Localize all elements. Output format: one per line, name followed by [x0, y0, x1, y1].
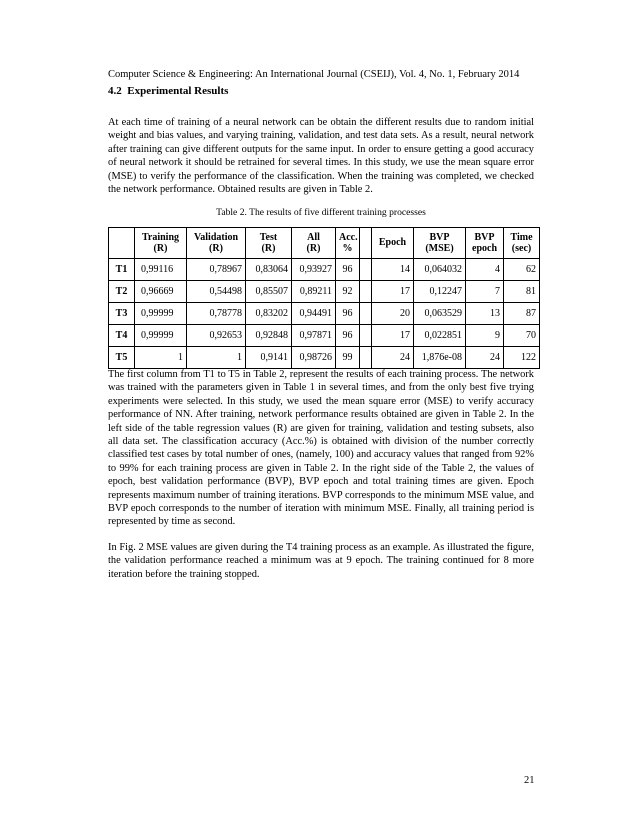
cell-test: 0,83202: [246, 303, 292, 325]
header-training-unit: (R): [153, 243, 168, 254]
table-row-t2: [109, 281, 540, 303]
cell-separator: [360, 259, 372, 281]
header-time: [504, 228, 540, 259]
header-bvp-epoch-label: BVP: [474, 231, 495, 243]
cell-separator: [360, 325, 372, 347]
row-label: T2: [109, 281, 135, 303]
cell-bvp-epoch: 24: [466, 347, 504, 369]
cell-bvp: 0,022851: [414, 325, 466, 347]
cell-acc: 96: [336, 325, 360, 347]
header-all-label: All: [307, 231, 320, 243]
header-all: [292, 228, 336, 259]
header-separator: [360, 228, 372, 259]
header-validation-label: Validation: [193, 231, 239, 243]
header-acc-label: Acc.: [339, 231, 358, 243]
cell-time: 87: [504, 303, 540, 325]
cell-training: 0,96669: [135, 281, 187, 303]
cell-acc: 96: [336, 303, 360, 325]
row-label: T4: [109, 325, 135, 347]
cell-validation: 0,92653: [187, 325, 246, 347]
paragraph-table-discussion: The first column from T1 to T5 in Table 2, represent the results of each training process. The network was trained with the parameters given in Table 1 in several times, and from the only best five trying experiments were selected. In this study, we used the mean square error (MSE) to verify accuracy performance of NN. After training, network performance results obtained are given in Table 2. In the left side of the table regression values (R) are given for training, validation and testing subsets, also all data set. The classification accuracy (Acc.%) is obtained with division of the number correctly classified test cases by total number of ones, (namely, 100) and accuracy values that ranged from 92% to 99% for each training process are given in Table 2. In the right side of the Table 2, the values of epoch, best validation performance (BVP), BVP epoch and total training times are given. Epoch represents maximum number of training iterations. BVP corresponds to the minimum MSE value, and BVP epoch corresponds to the number of iteration with minimum MSE. Finally, all training period is represented by time as second.: [108, 369, 534, 528]
cell-acc: 96: [336, 259, 360, 281]
cell-bvp-epoch: 7: [466, 281, 504, 303]
cell-separator: [360, 303, 372, 325]
row-label: T5: [109, 347, 135, 369]
header-test: [246, 228, 292, 259]
cell-all: 0,93927: [292, 259, 336, 281]
table-row-t4: [109, 325, 540, 347]
cell-time: 70: [504, 325, 540, 347]
header-all-unit: (R): [306, 243, 321, 254]
cell-all: 0,97871: [292, 325, 336, 347]
header-bvp-epoch-unit: epoch: [472, 243, 497, 254]
header-time-label: Time: [510, 231, 533, 243]
header-time-unit: (sec): [511, 243, 532, 254]
cell-bvp: 1,876e-08: [414, 347, 466, 369]
header-validation-unit: (R): [209, 243, 223, 254]
section-title: Experimental Results: [127, 85, 229, 97]
header-validation: [187, 228, 246, 259]
section-number: 4.2: [108, 85, 122, 97]
cell-validation: 0,54498: [187, 281, 246, 303]
paragraph-intro: At each time of training of a neural network can be obtain the different results due to random initial weight and bias values, and varying training, validation, and test data sets. As a result, neural network after training can give different outputs for the same input. In order to ensure getting a good accuracy of neural network it should be retrained for several times. In this study, we use the mean square error (MSE) to verify the performance of the classification. When the training was completed, we checked the network performance. Obtained results are given in Table 2.: [108, 117, 534, 196]
header-epoch: Epoch: [372, 228, 414, 259]
cell-bvp: 0,064032: [414, 259, 466, 281]
row-label: T3: [109, 303, 135, 325]
cell-validation: 0,78778: [187, 303, 246, 325]
cell-training: 1: [135, 347, 187, 369]
cell-bvp-epoch: 4: [466, 259, 504, 281]
row-label: T1: [109, 259, 135, 281]
cell-test: 0,9141: [246, 347, 292, 369]
cell-epoch: 17: [372, 281, 414, 303]
table-row-t5: [109, 347, 540, 369]
cell-training: 0,99116: [135, 259, 187, 281]
cell-acc: 92: [336, 281, 360, 303]
header-training: [135, 228, 187, 259]
header-test-label: Test: [259, 231, 278, 243]
cell-validation: 0,78967: [187, 259, 246, 281]
table-header-row: [109, 228, 540, 259]
cell-epoch: 20: [372, 303, 414, 325]
header-training-label: Training: [141, 231, 180, 243]
page-number: 21: [524, 775, 535, 786]
table-caption: Table 2. The results of five different training processes: [216, 207, 426, 218]
cell-validation: 1: [187, 347, 246, 369]
header-acc-unit: %: [342, 243, 353, 254]
results-table: [108, 227, 540, 369]
header-acc: [336, 228, 360, 259]
cell-bvp: 0,12247: [414, 281, 466, 303]
cell-acc: 99: [336, 347, 360, 369]
journal-header: Computer Science & Engineering: An International Journal (CSEIJ), Vol. 4, No. 1, February 2014: [108, 69, 520, 80]
cell-time: 81: [504, 281, 540, 303]
header-blank: [109, 228, 135, 259]
table-row-t3: [109, 303, 540, 325]
cell-bvp-epoch: 13: [466, 303, 504, 325]
cell-all: 0,89211: [292, 281, 336, 303]
header-bvp: [414, 228, 466, 259]
section-heading: [108, 84, 228, 98]
cell-training: 0,99999: [135, 325, 187, 347]
cell-epoch: 14: [372, 259, 414, 281]
cell-epoch: 17: [372, 325, 414, 347]
cell-separator: [360, 347, 372, 369]
cell-test: 0,92848: [246, 325, 292, 347]
cell-training: 0,99999: [135, 303, 187, 325]
cell-bvp: 0,063529: [414, 303, 466, 325]
cell-all: 0,98726: [292, 347, 336, 369]
cell-test: 0,83064: [246, 259, 292, 281]
cell-time: 62: [504, 259, 540, 281]
header-bvp-unit: (MSE): [425, 243, 454, 254]
cell-bvp-epoch: 9: [466, 325, 504, 347]
header-bvp-epoch: [466, 228, 504, 259]
cell-epoch: 24: [372, 347, 414, 369]
cell-test: 0,85507: [246, 281, 292, 303]
cell-all: 0,94491: [292, 303, 336, 325]
table-row-t1: [109, 259, 540, 281]
header-bvp-label: BVP: [429, 231, 450, 243]
cell-separator: [360, 281, 372, 303]
header-test-unit: (R): [261, 243, 276, 254]
cell-time: 122: [504, 347, 540, 369]
paragraph-figure-reference: In Fig. 2 MSE values are given during the T4 training process as an example. As illustrated the figure, the validation performance reached a minimum was at 9 epoch. The training continued for 8 more iteration before the training stopped.: [108, 542, 534, 580]
